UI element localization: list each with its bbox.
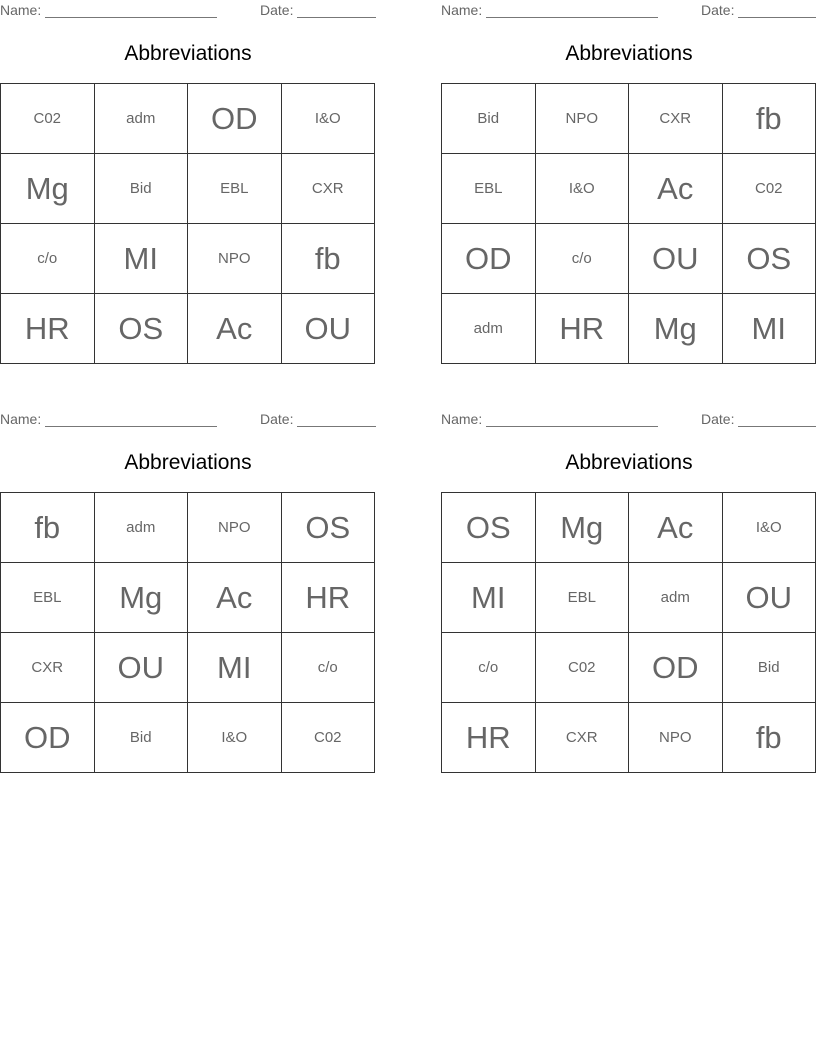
name-label: Name: bbox=[441, 2, 483, 18]
date-line bbox=[297, 426, 376, 427]
grid-cell: OD bbox=[629, 633, 723, 703]
grid-cell: MI bbox=[442, 563, 536, 633]
grid-cell: Bid bbox=[94, 703, 188, 773]
grid-cell: Ac bbox=[188, 294, 282, 364]
bingo-card bbox=[441, 409, 816, 775]
grid-cell: OU bbox=[722, 563, 816, 633]
grid-cell: OD bbox=[1, 703, 95, 773]
grid-cell: OS bbox=[442, 493, 536, 563]
grid-cell: fb bbox=[281, 224, 375, 294]
grid-cell: CXR bbox=[1, 633, 95, 703]
grid-cell: OD bbox=[188, 84, 282, 154]
card-title: Abbreviations bbox=[124, 42, 252, 65]
grid-cell: c/o bbox=[535, 224, 629, 294]
grid-cell: Mg bbox=[629, 294, 723, 364]
grid-cell: EBL bbox=[442, 154, 536, 224]
grid-row bbox=[442, 633, 816, 703]
grid-row bbox=[1, 493, 375, 563]
grid-cell: OU bbox=[94, 633, 188, 703]
name-date-row bbox=[441, 411, 816, 429]
date-label: Date: bbox=[701, 2, 735, 18]
bingo-grid bbox=[441, 492, 816, 773]
grid-cell: NPO bbox=[629, 703, 723, 773]
date-label: Date: bbox=[260, 2, 294, 18]
grid-row bbox=[1, 563, 375, 633]
grid-cell: Ac bbox=[188, 563, 282, 633]
grid-row bbox=[1, 84, 375, 154]
grid-cell: adm bbox=[629, 563, 723, 633]
name-line bbox=[45, 426, 217, 427]
grid-cell: MI bbox=[722, 294, 816, 364]
grid-cell: Bid bbox=[442, 84, 536, 154]
date-line bbox=[738, 426, 816, 427]
card-title: Abbreviations bbox=[565, 451, 693, 474]
grid-row bbox=[1, 294, 375, 364]
name-line bbox=[486, 426, 658, 427]
grid-cell: Mg bbox=[535, 493, 629, 563]
grid-cell: fb bbox=[1, 493, 95, 563]
grid-cell: adm bbox=[442, 294, 536, 364]
grid-cell: EBL bbox=[188, 154, 282, 224]
grid-cell: adm bbox=[94, 84, 188, 154]
grid-cell: HR bbox=[1, 294, 95, 364]
grid-cell: C02 bbox=[535, 633, 629, 703]
grid-row bbox=[442, 154, 816, 224]
grid-row bbox=[442, 493, 816, 563]
date-label: Date: bbox=[701, 411, 735, 427]
card-title: Abbreviations bbox=[124, 451, 252, 474]
grid-cell: NPO bbox=[188, 493, 282, 563]
name-date-row bbox=[0, 2, 376, 20]
grid-row bbox=[442, 294, 816, 364]
grid-cell: NPO bbox=[535, 84, 629, 154]
grid-cell: HR bbox=[281, 563, 375, 633]
grid-cell: HR bbox=[535, 294, 629, 364]
grid-row bbox=[1, 703, 375, 773]
grid-cell: Mg bbox=[1, 154, 95, 224]
date-label: Date: bbox=[260, 411, 294, 427]
grid-cell: Ac bbox=[629, 154, 723, 224]
grid-cell: OU bbox=[629, 224, 723, 294]
bingo-card bbox=[441, 0, 816, 366]
date-line bbox=[297, 17, 376, 18]
name-label: Name: bbox=[0, 411, 42, 427]
grid-row bbox=[1, 633, 375, 703]
grid-cell: Bid bbox=[722, 633, 816, 703]
grid-cell: C02 bbox=[1, 84, 95, 154]
grid-row bbox=[442, 224, 816, 294]
grid-cell: OU bbox=[281, 294, 375, 364]
name-label: Name: bbox=[441, 411, 483, 427]
grid-cell: CXR bbox=[629, 84, 723, 154]
grid-cell: NPO bbox=[188, 224, 282, 294]
card-title: Abbreviations bbox=[565, 42, 693, 65]
grid-cell: I&O bbox=[722, 493, 816, 563]
bingo-grid bbox=[441, 83, 816, 364]
grid-cell: Bid bbox=[94, 154, 188, 224]
grid-cell: OS bbox=[94, 294, 188, 364]
name-line bbox=[45, 17, 217, 18]
name-line bbox=[486, 17, 658, 18]
grid-row bbox=[442, 703, 816, 773]
grid-cell: MI bbox=[188, 633, 282, 703]
date-line bbox=[738, 17, 816, 18]
name-label: Name: bbox=[0, 2, 42, 18]
grid-cell: c/o bbox=[281, 633, 375, 703]
bingo-card bbox=[0, 409, 376, 775]
grid-cell: OD bbox=[442, 224, 536, 294]
grid-cell: HR bbox=[442, 703, 536, 773]
grid-cell: I&O bbox=[281, 84, 375, 154]
grid-cell: EBL bbox=[535, 563, 629, 633]
bingo-grid bbox=[0, 492, 375, 773]
grid-cell: C02 bbox=[722, 154, 816, 224]
grid-cell: adm bbox=[94, 493, 188, 563]
grid-row bbox=[442, 563, 816, 633]
grid-row bbox=[1, 154, 375, 224]
grid-row bbox=[442, 84, 816, 154]
bingo-grid bbox=[0, 83, 375, 364]
grid-cell: Ac bbox=[629, 493, 723, 563]
grid-cell: OS bbox=[281, 493, 375, 563]
bingo-card bbox=[0, 0, 376, 366]
grid-cell: EBL bbox=[1, 563, 95, 633]
grid-cell: fb bbox=[722, 703, 816, 773]
grid-cell: I&O bbox=[535, 154, 629, 224]
grid-cell: C02 bbox=[281, 703, 375, 773]
name-date-row bbox=[441, 2, 816, 20]
grid-cell: OS bbox=[722, 224, 816, 294]
grid-cell: I&O bbox=[188, 703, 282, 773]
grid-cell: c/o bbox=[442, 633, 536, 703]
grid-cell: fb bbox=[722, 84, 816, 154]
grid-cell: Mg bbox=[94, 563, 188, 633]
grid-row bbox=[1, 224, 375, 294]
grid-cell: c/o bbox=[1, 224, 95, 294]
grid-cell: CXR bbox=[281, 154, 375, 224]
grid-cell: CXR bbox=[535, 703, 629, 773]
name-date-row bbox=[0, 411, 376, 429]
grid-cell: MI bbox=[94, 224, 188, 294]
